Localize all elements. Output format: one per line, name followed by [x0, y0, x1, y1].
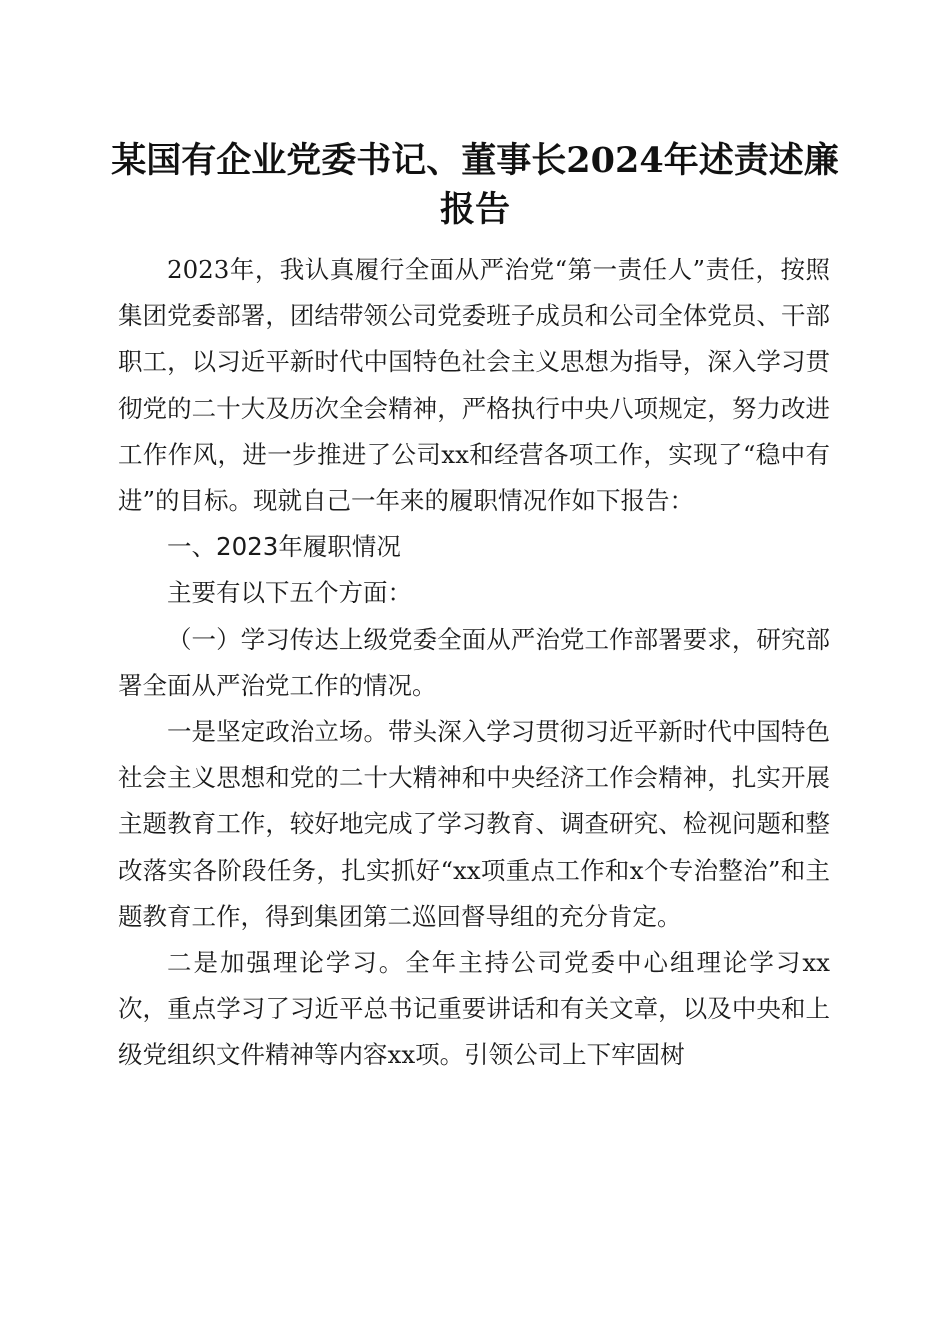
intro-paragraph: 2023年，我认真履行全面从严治党“第一责任人”责任，按照集团党委部署，团结带领公司党委班子成员和公司全体党员、干部职工，以习近平新时代中国特色社会主义思想为指导，深入学习贯彻党的二十大及历次全会精神，严格执行中央八项规定，努力改进工作作风，进一步推进了公司xx和经营各项工作，实现了“稳中有进”的目标。现就自己一年来的履职情况作如下报告：	[118, 255, 830, 516]
document-title: 某国有企业党委书记、董事长2024年述责述廉报告	[111, 140, 839, 230]
point-paragraph-1: 一是坚定政治立场。带头深入学习贯彻习近平新时代中国特色社会主义思想和党的二十大精神和中央经济工作会精神，扎实开展主题教育工作，较好地完成了学习教育、调查研究、检视问题和整改落实各阶段任务，扎实抓好“xx项重点工作和x个专治整治”和主题教育工作，得到集团第二巡回督导组的充分肯定。	[118, 717, 830, 931]
document-body	[118, 247, 830, 1079]
section-lead-paragraph: 主要有以下五个方面：	[167, 578, 412, 608]
subsection-heading: （一）学习传达上级党委全面从严治党工作部署要求，研究部署全面从严治党工作的情况。	[118, 624, 830, 700]
section-heading: 一、2023年履职情况	[167, 532, 401, 562]
point-paragraph-2: 二是加强理论学习。全年主持公司党委中心组理论学习xx次，重点学习了习近平总书记重要讲话和有关文章，以及中央和上级党组织文件精神等内容xx项。引领公司上下牢固树	[118, 948, 830, 1070]
